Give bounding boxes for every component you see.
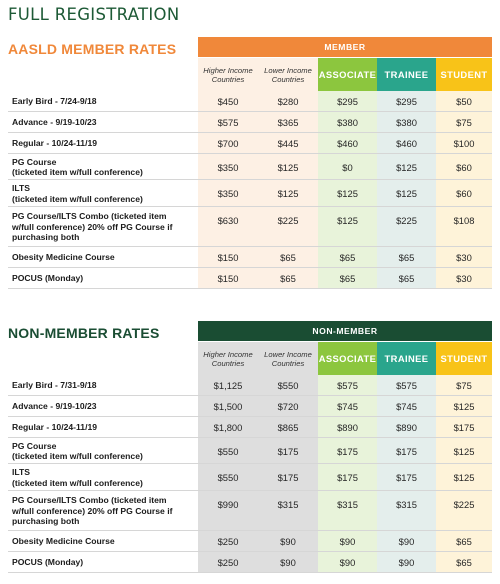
nonmember-row-label: ILTS (ticketed item w/full conference)	[12, 467, 143, 488]
nonmember-price-cell: $75	[456, 380, 472, 391]
nonmember-price-cell: $65	[456, 536, 472, 547]
nonmember-price-cell: $890	[396, 422, 417, 433]
nonmember-row-label: PG Course/ILTS Combo (ticketed item w/full conference) 20% off PG Course if purchasing both	[12, 495, 173, 527]
nonmember-price-cell: $575	[337, 380, 358, 391]
member-rates-table	[0, 37, 500, 296]
nonmember-price-cell: $125	[453, 401, 475, 412]
nonmember-price-cell: $550	[277, 380, 299, 391]
nonmember-price-cell: $1,500	[213, 401, 243, 412]
nonmember-price-cell: $250	[217, 557, 239, 568]
member-price-cell: $125	[337, 188, 358, 199]
member-price-cell: $445	[277, 138, 299, 149]
member-column-header: TRAINEE	[377, 58, 436, 91]
member-price-cell: $575	[217, 117, 239, 128]
nonmember-price-cell: $65	[456, 557, 472, 568]
member-price-cell: $65	[398, 252, 415, 263]
member-price-cell: $30	[456, 252, 472, 263]
nonmember-rates-title: NON-MEMBER RATES	[8, 325, 160, 341]
member-price-cell: $150	[217, 273, 239, 284]
member-price-cell: $125	[396, 161, 417, 173]
nonmember-price-cell: $90	[339, 557, 356, 568]
nonmember-price-cell: $315	[396, 498, 417, 510]
nonmember-price-cell: $250	[217, 536, 239, 547]
nonmember-price-cell: $175	[277, 472, 299, 483]
member-price-cell: $65	[280, 273, 296, 284]
nonmember-row-label: Obesity Medicine Course	[12, 536, 115, 547]
nonmember-price-cell: $175	[337, 445, 358, 457]
member-price-cell: $65	[339, 273, 356, 284]
nonmember-column-header: TRAINEE	[377, 342, 436, 375]
member-column-header: Higher Income Countries	[198, 58, 258, 91]
member-row-label: Early Bird - 7/24-9/18	[12, 96, 97, 107]
nonmember-price-cell: $175	[277, 445, 299, 457]
nonmember-price-cell: $175	[453, 422, 475, 433]
member-price-cell: $630	[217, 214, 239, 226]
member-column-header: ASSOCIATE	[318, 58, 377, 91]
nonmember-row-label: Early Bird - 7/31-9/18	[12, 380, 97, 391]
nonmember-price-cell: $90	[339, 536, 356, 547]
member-row-label: Regular - 10/24-11/19	[12, 138, 98, 149]
nonmember-price-cell: $745	[337, 401, 358, 412]
nonmember-price-cell: $175	[337, 472, 358, 483]
nonmember-price-cell: $125	[453, 472, 475, 483]
member-band-header: MEMBER	[198, 37, 492, 57]
nonmember-price-cell: $990	[217, 498, 239, 510]
nonmember-price-cell: $125	[453, 445, 475, 457]
member-price-cell: $65	[398, 273, 415, 284]
member-price-cell: $700	[217, 138, 239, 149]
member-price-cell: $125	[277, 161, 299, 173]
member-price-cell: $380	[337, 117, 358, 128]
member-price-cell: $60	[456, 161, 472, 173]
member-price-cell: $350	[217, 188, 239, 199]
member-price-cell: $365	[277, 117, 299, 128]
member-price-cell: $0	[342, 161, 353, 173]
member-row-divider	[8, 288, 492, 289]
nonmember-price-cell: $225	[453, 498, 475, 510]
member-price-cell: $75	[456, 117, 472, 128]
member-price-cell: $450	[217, 96, 239, 107]
member-price-cell: $125	[337, 214, 358, 226]
nonmember-price-cell: $550	[217, 472, 239, 483]
member-price-cell: $60	[456, 188, 472, 199]
nonmember-row-label: POCUS (Monday)	[12, 557, 84, 568]
nonmember-column-header: Lower Income Countries	[258, 342, 318, 375]
member-rates-title: AASLD MEMBER RATES	[8, 41, 177, 57]
member-price-cell: $108	[453, 214, 475, 226]
nonmember-rates-section	[0, 321, 500, 580]
member-price-cell: $225	[396, 214, 417, 226]
member-price-cell: $100	[453, 138, 475, 149]
nonmember-row-divider	[8, 572, 492, 573]
member-price-cell: $460	[396, 138, 417, 149]
member-row-label: POCUS (Monday)	[12, 273, 84, 284]
nonmember-price-cell: $90	[280, 536, 296, 547]
nonmember-price-cell: $1,125	[213, 380, 243, 391]
nonmember-price-cell: $90	[280, 557, 296, 568]
nonmember-price-cell: $890	[337, 422, 358, 433]
member-column-header: Lower Income Countries	[258, 58, 318, 91]
member-rates-section	[0, 37, 500, 296]
member-row-label: ILTS (ticketed item w/full conference)	[12, 183, 143, 204]
member-price-cell: $280	[277, 96, 299, 107]
page-title: FULL REGISTRATION	[8, 5, 180, 24]
nonmember-band-header: NON-MEMBER	[198, 321, 492, 341]
member-price-cell: $460	[337, 138, 358, 149]
nonmember-rates-table	[0, 321, 500, 580]
member-row-label: PG Course/ILTS Combo (ticketed item w/full conference) 20% off PG Course if purchasing both	[12, 211, 173, 243]
nonmember-price-cell: $550	[217, 445, 239, 457]
member-price-cell: $65	[280, 252, 296, 263]
nonmember-price-cell: $315	[277, 498, 299, 510]
member-price-cell: $295	[396, 96, 417, 107]
nonmember-row-label: PG Course (ticketed item w/full conference)	[12, 440, 143, 461]
nonmember-price-cell: $175	[396, 445, 417, 457]
nonmember-price-cell: $90	[398, 557, 415, 568]
member-price-cell: $380	[396, 117, 417, 128]
member-price-cell: $350	[217, 161, 239, 173]
member-price-cell: $125	[396, 188, 417, 199]
nonmember-price-cell: $315	[337, 498, 358, 510]
member-price-cell: $295	[337, 96, 358, 107]
member-price-cell: $150	[217, 252, 239, 263]
nonmember-price-cell: $575	[396, 380, 417, 391]
member-price-cell: $225	[277, 214, 299, 226]
member-row-label: PG Course (ticketed item w/full conference)	[12, 156, 143, 177]
nonmember-column-header: STUDENT	[436, 342, 492, 375]
nonmember-price-cell: $720	[277, 401, 299, 412]
nonmember-price-cell: $865	[277, 422, 299, 433]
nonmember-price-cell: $1,800	[213, 422, 243, 433]
member-price-cell: $65	[339, 252, 356, 263]
nonmember-price-cell: $745	[396, 401, 417, 412]
nonmember-column-header: Higher Income Countries	[198, 342, 258, 375]
nonmember-row-label: Advance - 9/19-10/23	[12, 401, 97, 412]
member-row-label: Advance - 9/19-10/23	[12, 117, 97, 128]
member-price-cell: $125	[277, 188, 299, 199]
member-column-header: STUDENT	[436, 58, 492, 91]
nonmember-price-cell: $175	[396, 472, 417, 483]
member-price-cell: $50	[456, 96, 472, 107]
nonmember-price-cell: $90	[398, 536, 415, 547]
member-price-cell: $30	[456, 273, 472, 284]
nonmember-column-header: ASSOCIATE	[318, 342, 377, 375]
nonmember-row-label: Regular - 10/24-11/19	[12, 422, 98, 433]
member-row-label: Obesity Medicine Course	[12, 252, 115, 263]
